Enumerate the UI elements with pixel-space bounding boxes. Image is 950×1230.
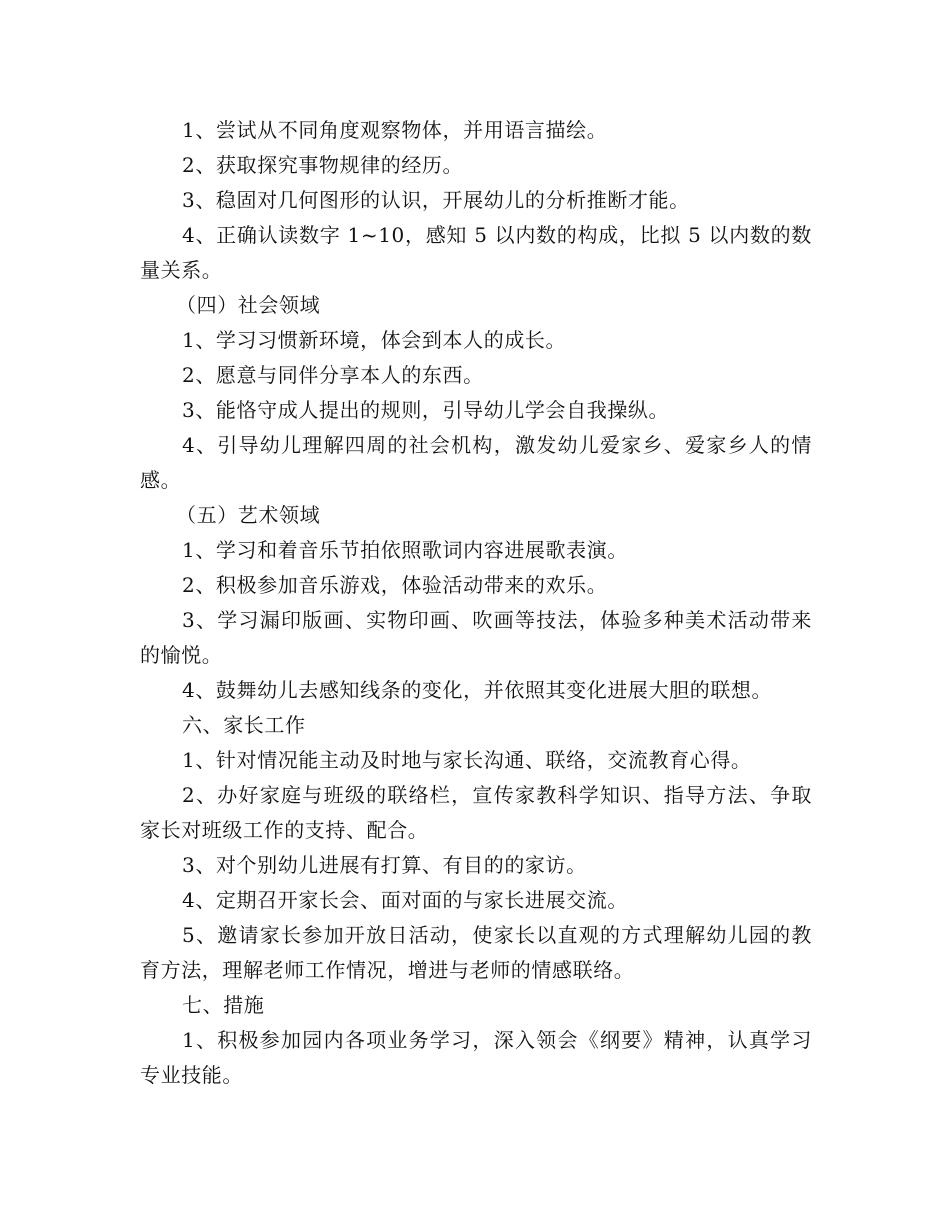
section-heading-parent-work: 六、家长工作 <box>182 713 306 737</box>
subheading-social-domain: （四）社会领域 <box>176 293 321 317</box>
list-item: 1、学习和着音乐节拍依照歌词内容进展歌表演。 <box>182 538 628 562</box>
list-item: 2、获取探究事物规律的经历。 <box>182 153 464 177</box>
list-item: 3、学习漏印版画、实物印画、吹画等技法，体验多种美术活动带来的愉悦。 <box>140 608 812 667</box>
list-item: 1、学习习惯新环境，体会到本人的成长。 <box>182 328 567 352</box>
document-body <box>140 113 812 1093</box>
list-item: 3、能恪守成人提出的规则，引导幼儿学会自我操纵。 <box>182 398 670 422</box>
list-item: 1、针对情况能主动及时地与家长沟通、联络，交流教育心得。 <box>182 748 752 772</box>
list-item: 4、引导幼儿理解四周的社会机构，激发幼儿爱家乡、爱家乡人的情感。 <box>140 433 812 492</box>
subheading-art-domain: （五）艺术领域 <box>176 503 321 527</box>
list-item: 4、鼓舞幼儿去感知线条的变化，并依照其变化进展大胆的联想。 <box>182 678 773 702</box>
section-heading-measures: 七、措施 <box>182 993 265 1017</box>
list-item: 3、稳固对几何图形的认识，开展幼儿的分析推断才能。 <box>182 188 690 212</box>
list-item: 1、积极参加园内各项业务学习，深入领会《纲要》精神，认真学习专业技能。 <box>140 1028 812 1087</box>
list-item: 1、尝试从不同角度观察物体，并用语言描绘。 <box>182 118 608 142</box>
list-item: 5、邀请家长参加开放日活动，使家长以直观的方式理解幼儿园的教育方法，理解老师工作情况，增进与老师的情感联络。 <box>140 923 812 982</box>
list-item: 2、积极参加音乐游戏，体验活动带来的欢乐。 <box>182 573 608 597</box>
list-item: 2、愿意与同伴分享本人的东西。 <box>182 363 484 387</box>
list-item: 2、办好家庭与班级的联络栏，宣传家教科学知识、指导方法、争取家长对班级工作的支持、配合。 <box>140 783 812 842</box>
list-item: 4、定期召开家长会、面对面的与家长进展交流。 <box>182 888 628 912</box>
list-item: 4、正确认读数字 1~10，感知 5 以内数的构成，比拟 5 以内数的数量关系。 <box>140 223 812 282</box>
list-item: 3、对个别幼儿进展有打算、有目的的家访。 <box>182 853 587 877</box>
